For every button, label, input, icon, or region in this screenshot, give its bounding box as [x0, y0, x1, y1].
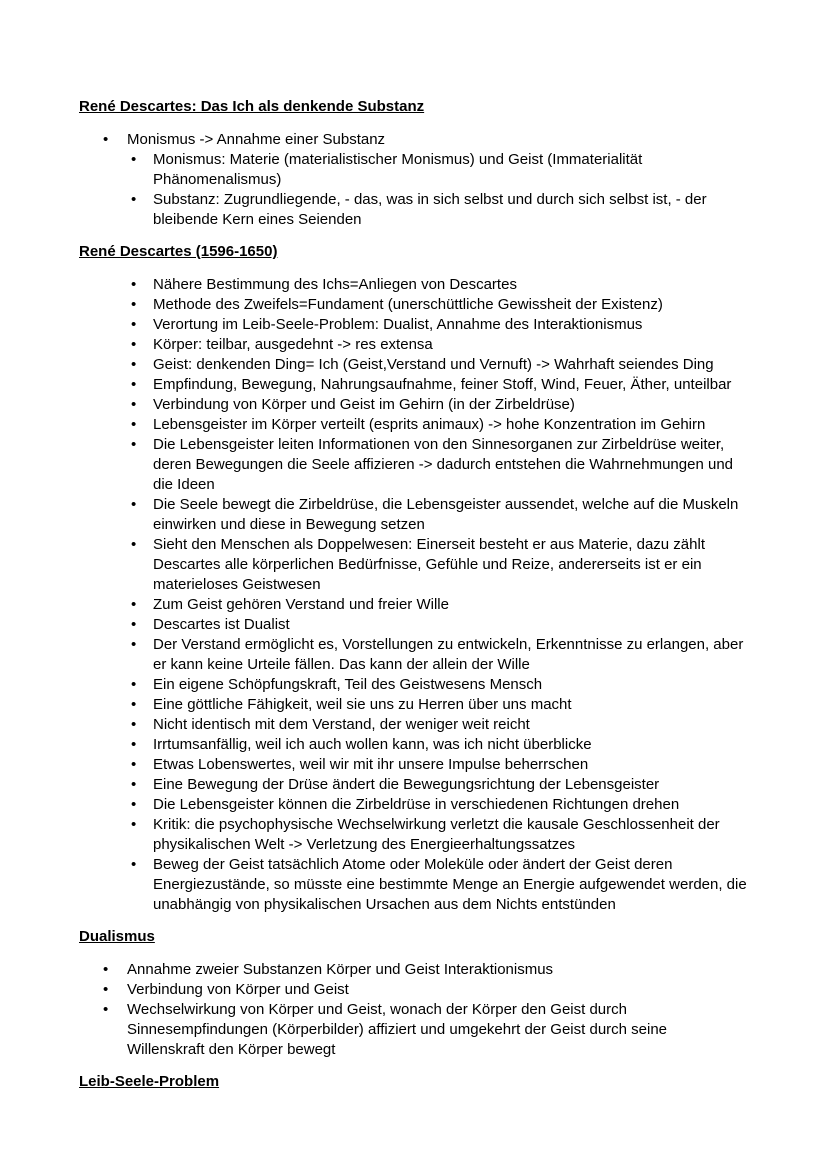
bullet-icon: • [131, 696, 137, 713]
bullet-icon: • [103, 981, 109, 998]
bullet-icon: • [131, 676, 137, 693]
bullet-icon: • [131, 796, 137, 813]
bullet-icon: • [131, 336, 137, 353]
list-item [131, 190, 748, 230]
list-item [131, 495, 748, 535]
list-item-text: Etwas Lobenswertes, weil wir mit ihr unsere Impulse beherrschen [153, 756, 589, 773]
list-item-text: Monismus: Materie (materialistischer Monismus) und Geist (Immaterialität Phänomenalismus) [153, 151, 643, 188]
section [79, 242, 748, 915]
list-item [131, 355, 748, 375]
list-item [131, 635, 748, 675]
list-item-text: Nähere Bestimmung des Ichs=Anliegen von Descartes [153, 276, 517, 293]
list-item-text: Beweg der Geist tatsächlich Atome oder Moleküle oder ändert der Geist deren Energiezustände, so müsste eine bestimmte Menge an Energie aufgewendet werden, die unabhängig von physikalischen Ursachen aus dem Nichts entstünden [153, 856, 747, 913]
bullet-icon: • [131, 756, 137, 773]
list-item-text: Empfindung, Bewegung, Nahrungsaufnahme, feiner Stoff, Wind, Feuer, Äther, unteilbar [153, 376, 732, 393]
list-item-text: Nicht identisch mit dem Verstand, der weniger weit reicht [153, 716, 530, 733]
bullet-icon: • [131, 716, 137, 733]
list-item-text: Lebensgeister im Körper verteilt (esprits animaux) -> hohe Konzentration im Gehirn [153, 416, 706, 433]
list-item [103, 130, 748, 150]
list-item [131, 395, 748, 415]
bullet-icon: • [131, 596, 137, 613]
bullet-list [79, 130, 748, 230]
bullet-icon: • [131, 356, 137, 373]
bullet-icon: • [103, 1001, 109, 1018]
list-item-text: Wechselwirkung von Körper und Geist, wonach der Körper den Geist durch Sinnesempfindungen (Körperbilder) affiziert und umgekehrt der Geist durch seine Willenskraft den Körper bewegt [127, 1001, 668, 1058]
bullet-icon: • [131, 316, 137, 333]
list-item [131, 435, 748, 495]
list-item-text: Körper: teilbar, ausgedehnt -> res extensa [153, 336, 433, 353]
bullet-icon: • [131, 856, 137, 873]
list-item [103, 960, 748, 980]
bullet-icon: • [131, 416, 137, 433]
list-item-text: Kritik: die psychophysische Wechselwirkung verletzt die kausale Geschlossenheit der physikalischen Welt -> Verletzung des Energieerhaltungssatzes [153, 816, 720, 853]
list-item [131, 775, 748, 795]
list-item [131, 715, 748, 735]
section [79, 97, 748, 230]
section [79, 1072, 748, 1092]
list-item [131, 815, 748, 855]
bullet-icon: • [131, 296, 137, 313]
bullet-icon: • [131, 816, 137, 833]
section-heading: Dualismus [79, 928, 155, 945]
list-item-text: Die Lebensgeister können die Zirbeldrüse in verschiedenen Richtungen drehen [153, 796, 680, 813]
list-item [131, 755, 748, 775]
list-item-text: Irrtumsanfällig, weil ich auch wollen kann, was ich nicht überblicke [153, 736, 592, 753]
section-heading: René Descartes: Das Ich als denkende Substanz [79, 98, 425, 115]
list-item [131, 675, 748, 695]
list-item-text: Der Verstand ermöglicht es, Vorstellungen zu entwickeln, Erkenntnisse zu erlangen, aber er kann keine Urteile fällen. Das kann der allein der Wille [153, 636, 744, 673]
list-item [131, 335, 748, 355]
list-item-text: Die Seele bewegt die Zirbeldrüse, die Lebensgeister aussendet, welche auf die Muskeln einwirken und diese in Bewegung setzen [153, 496, 739, 533]
bullet-icon: • [103, 961, 109, 978]
list-item [131, 595, 748, 615]
list-item-text: Sieht den Menschen als Doppelwesen: Einerseit besteht er aus Materie, dazu zählt Descartes alle körperlichen Bedürfnisse, Gefühle und Reize, andererseits ist er ein materieloses Geistwesen [153, 536, 705, 593]
section-heading: Leib-Seele-Problem [79, 1073, 220, 1090]
list-item-text: Methode des Zweifels=Fundament (unerschüttliche Gewissheit der Existenz) [153, 296, 663, 313]
bullet-icon: • [131, 636, 137, 653]
bullet-icon: • [131, 776, 137, 793]
list-item [131, 150, 748, 190]
bullet-list [79, 960, 748, 1060]
list-item-text: Zum Geist gehören Verstand und freier Wille [153, 596, 449, 613]
bullet-icon: • [131, 151, 137, 168]
list-item [131, 295, 748, 315]
section-heading: René Descartes (1596-1650) [79, 243, 278, 260]
bullet-icon: • [131, 436, 137, 453]
list-item [131, 735, 748, 755]
list-item [131, 695, 748, 715]
bullet-icon: • [131, 536, 137, 553]
list-item-text: Geist: denkenden Ding= Ich (Geist,Verstand und Vernuft) -> Wahrhaft seiendes Ding [153, 356, 714, 373]
list-item [131, 275, 748, 295]
bullet-icon: • [131, 276, 137, 293]
list-item-text: Die Lebensgeister leiten Informationen von den Sinnesorganen zur Zirbeldrüse weiter, deren Bewegungen die Seele affizieren -> dadurch entstehen die Wahrnehmungen und die Ideen [153, 436, 733, 493]
bullet-list [79, 275, 748, 915]
list-item [131, 615, 748, 635]
list-item-text: Substanz: Zugrundliegende, - das, was in sich selbst und durch sich selbst ist, - der bleibende Kern eines Seienden [153, 191, 707, 228]
list-item [131, 855, 748, 915]
list-item-text: Ein eigene Schöpfungskraft, Teil des Geistwesens Mensch [153, 676, 543, 693]
list-item-text: Eine göttliche Fähigkeit, weil sie uns zu Herren über uns macht [153, 696, 572, 713]
list-item [131, 375, 748, 395]
bullet-icon: • [131, 736, 137, 753]
bullet-icon: • [131, 376, 137, 393]
bullet-icon: • [131, 616, 137, 633]
list-item-text: Eine Bewegung der Drüse ändert die Bewegungsrichtung der Lebensgeister [153, 776, 660, 793]
list-item [103, 1000, 748, 1060]
list-item-text: Descartes ist Dualist [153, 616, 290, 633]
bullet-icon: • [131, 396, 137, 413]
list-item [103, 980, 748, 1000]
bullet-icon: • [131, 191, 137, 208]
list-item-text: Verortung im Leib-Seele-Problem: Dualist, Annahme des Interaktionismus [153, 316, 643, 333]
list-item-text: Verbindung von Körper und Geist im Gehirn (in der Zirbeldrüse) [153, 396, 575, 413]
list-item-text: Monismus -> Annahme einer Substanz [127, 131, 386, 148]
section [79, 927, 748, 1060]
list-item [131, 315, 748, 335]
list-item-text: Annahme zweier Substanzen Körper und Geist Interaktionismus [127, 961, 554, 978]
list-item [131, 415, 748, 435]
list-item [131, 535, 748, 595]
list-item [131, 795, 748, 815]
list-item-text: Verbindung von Körper und Geist [127, 981, 349, 998]
bullet-icon: • [131, 496, 137, 513]
bullet-icon: • [103, 131, 109, 148]
